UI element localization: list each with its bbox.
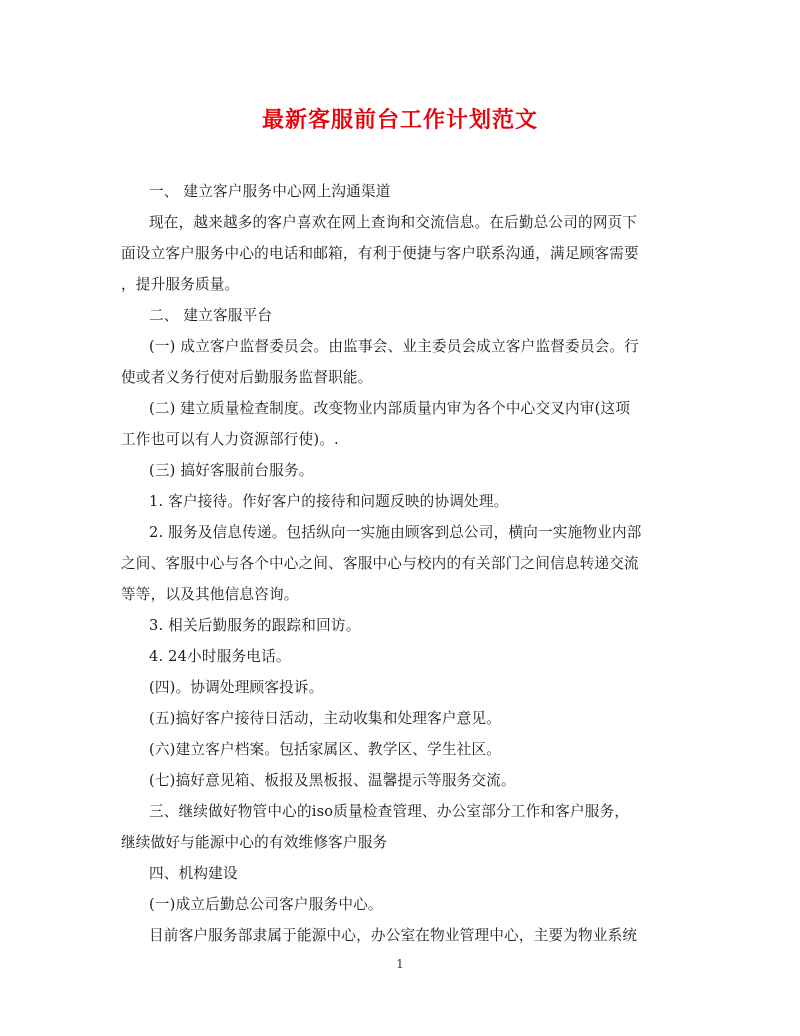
body-paragraph-9: (一)成立后勤总公司客户服务中心。 <box>149 896 383 913</box>
page-number: 1 <box>396 957 404 971</box>
list-item-2: 2. 服务及信息传递。包括纵向一实施由顾客到总公司，横向一实施物业内部 之间、客服中心与各个中心之间、客服中心与校内的有关部门之间信息转递交流 等等，以及其他信息咨询。 <box>121 524 642 603</box>
body-paragraph-1: 现在，越来越多的客户喜欢在网上查询和交流信息。在后勤总公司的网页下 面设立客户服务中心的电话和邮箱，有利于便捷与客户联系沟通，满足顾客需要 ，提升服务质量。 <box>121 214 639 293</box>
list-item-1: 1. 客户接待。作好客户的接待和问题反映的协调处理。 <box>149 493 509 510</box>
body-paragraph-7: (六)建立客户档案。包括家属区、教学区、学生社区。 <box>149 741 502 758</box>
section-heading-4: 四、机构建设 <box>149 865 238 882</box>
list-item-3: 3. 相关后勤服务的跟踪和回访。 <box>149 617 361 634</box>
section-heading-3: 三、继续做好物管中心的iso质量检查管理、办公室部分工作和客户服务， 继续做好与能源中心的有效维修客户服务 <box>121 803 630 851</box>
body-paragraph-10: 目前客户服务部隶属于能源中心，办公室在物业管理中心，主要为物业系统 <box>149 927 638 944</box>
body-paragraph-8: (七)搞好意见箱、板报及黑板报、温馨提示等服务交流。 <box>149 772 516 789</box>
body-paragraph-6: (五)搞好客户接待日活动，主动收集和处理客户意见。 <box>149 710 502 727</box>
body-paragraph-4: (三) 搞好客服前台服务。 <box>149 462 314 479</box>
body-paragraph-3: (二) 建立质量检查制度。改变物业内部质量内审为各个中心交叉内审(这项 工作也可以有人力资源部行使)。. <box>121 400 631 448</box>
section-heading-2: 二、 建立客服平台 <box>149 307 273 324</box>
section-heading-1: 一、 建立客户服务中心网上沟通渠道 <box>149 183 391 200</box>
document-body <box>121 176 679 951</box>
body-paragraph-2: (一) 成立客户监督委员会。由监事会、业主委员会成立客户监督委员会。行 使或者义务行使对后勤服务监督职能。 <box>121 338 640 386</box>
document-title: 最新客服前台工作计划范文 <box>261 107 538 133</box>
list-item-4: 4. 24小时服务电话。 <box>149 648 291 665</box>
body-paragraph-5: (四)。协调处理顾客投诉。 <box>149 679 324 696</box>
